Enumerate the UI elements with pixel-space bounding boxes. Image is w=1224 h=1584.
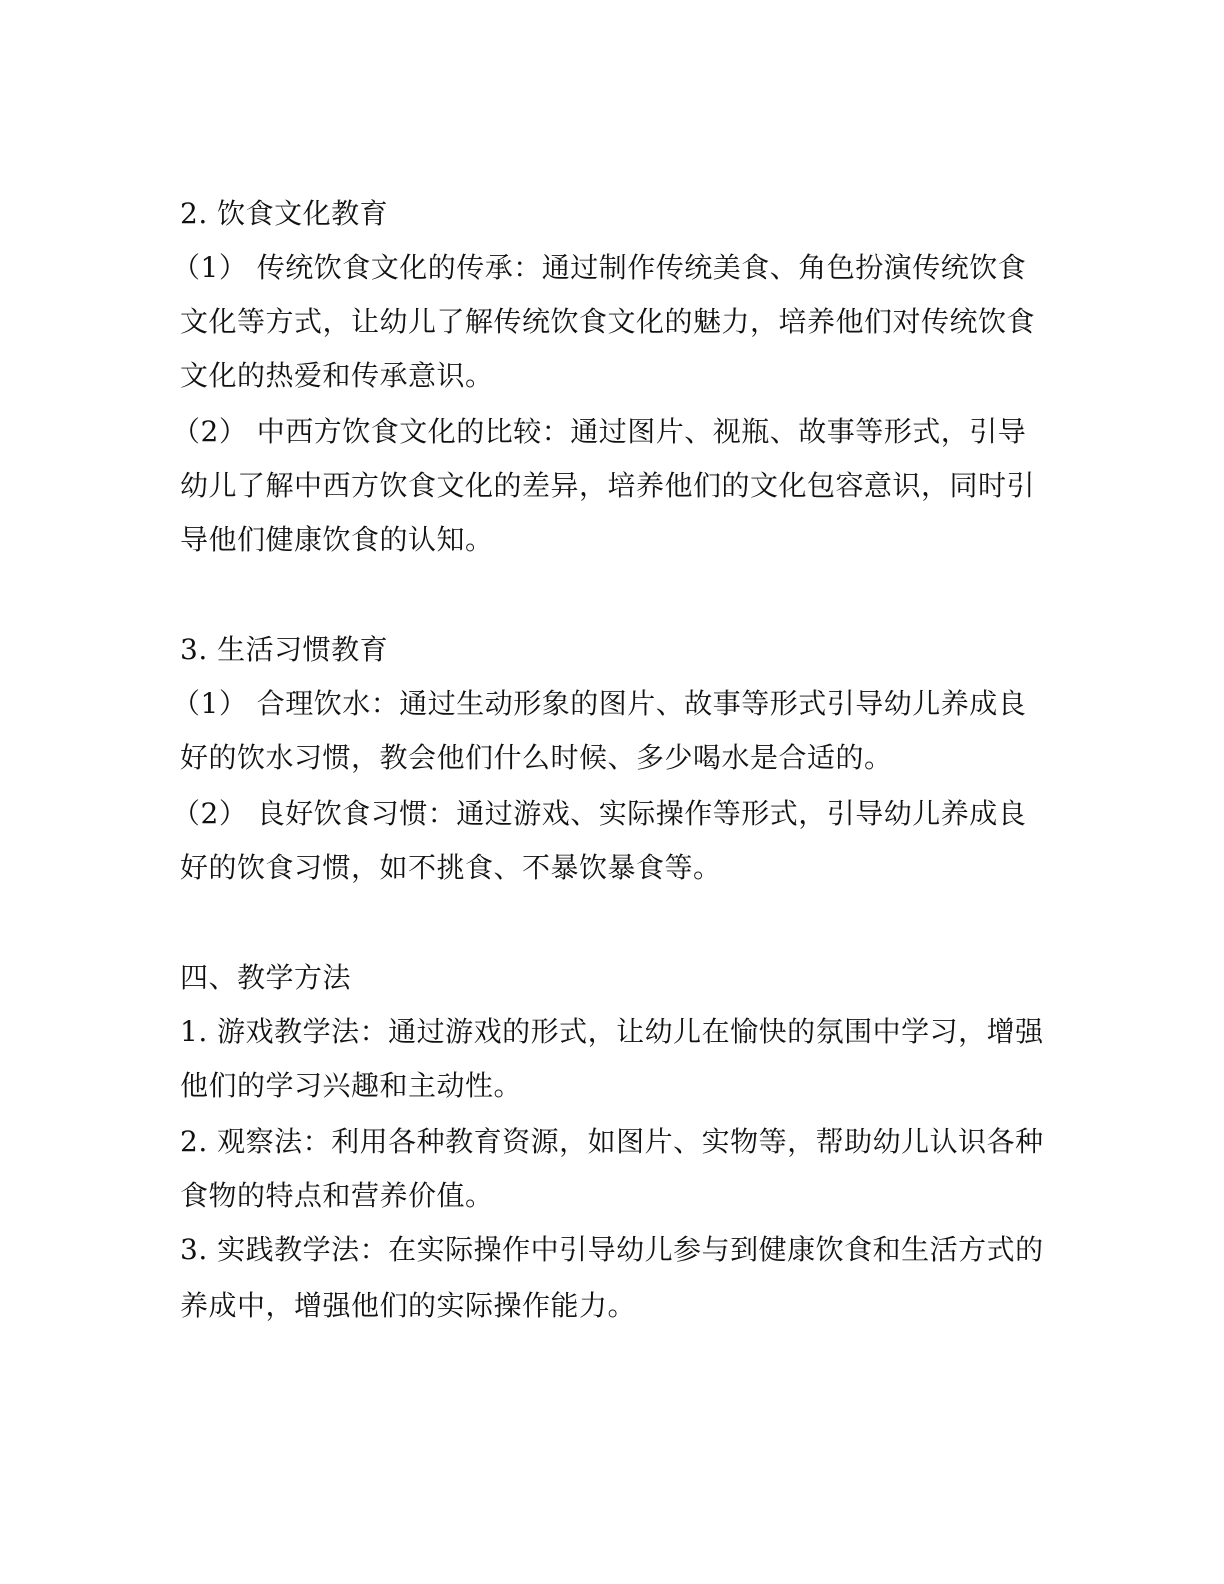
paragraph-line: 导他们健康饮食的认知。 [180,523,494,556]
paragraph-line: （2） 中西方饮食文化的比较：通过图片、视瓶、故事等形式，引导 [172,415,1027,448]
paragraph-line: （1） 合理饮水：通过生动形象的图片、故事等形式引导幼儿养成良 [172,687,1027,720]
paragraph-line: 养成中，增强他们的实际操作能力。 [180,1289,637,1322]
paragraph-line: （2） 良好饮食习惯：通过游戏、实际操作等形式，引导幼儿养成良 [172,797,1027,830]
paragraph-line: 幼儿了解中西方饮食文化的差异，培养他们的文化包容意识，同时引 [180,469,1036,502]
paragraph-line: 2. 观察法：利用各种教育资源，如图片、实物等，帮助幼儿认识各种 [180,1125,1044,1158]
paragraph-line: （1） 传统饮食文化的传承：通过制作传统美食、角色扮演传统饮食 [172,251,1027,284]
section-heading-methods: 四、教学方法 [180,961,352,994]
section-heading-diet-culture: 2. 饮食文化教育 [180,197,389,230]
paragraph-line: 文化的热爱和传承意识。 [180,359,494,392]
paragraph-line: 他们的学习兴趣和主动性。 [180,1069,523,1102]
section-heading-habits: 3. 生活习惯教育 [180,633,389,666]
paragraph-line: 1. 游戏教学法：通过游戏的形式，让幼儿在愉快的氛围中学习，增强 [180,1015,1044,1048]
paragraph-line: 好的饮水习惯，教会他们什么时候、多少喝水是合适的。 [180,741,893,774]
paragraph-line: 好的饮食习惯，如不挑食、不暴饮暴食等。 [180,851,722,884]
paragraph-line: 3. 实践教学法：在实际操作中引导幼儿参与到健康饮食和生活方式的 [180,1233,1044,1266]
paragraph-line: 食物的特点和营养价值。 [180,1179,494,1212]
paragraph-line: 文化等方式，让幼儿了解传统饮食文化的魅力，培养他们对传统饮食 [180,305,1036,338]
